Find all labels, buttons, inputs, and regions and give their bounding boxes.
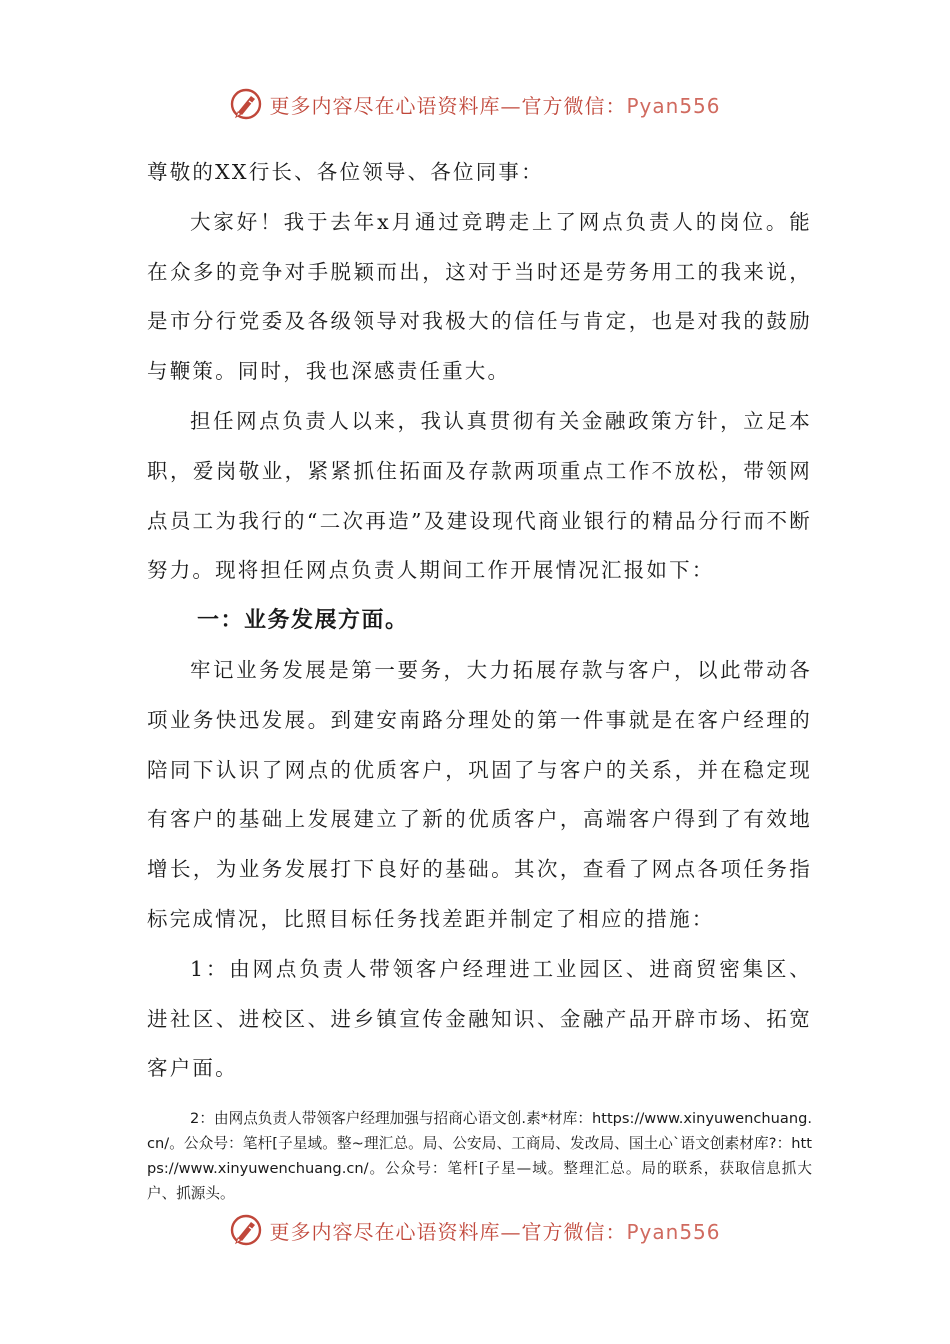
pen-logo-icon [229,1213,263,1247]
banner-slogan [269,90,720,119]
document-body [147,148,812,1094]
footer-banner [0,1210,950,1250]
wechat-id: Pyan556 [626,93,721,118]
header-banner [0,84,950,124]
paragraph-intro: 大家好！我于去年x月通过竞聘走上了网点负责人的岗位。能在众多的竞争对手脱颖而出，这对于当时还是劳务用工的我来说，是市分行党委及各级领导对我极大的信任与肯定，也是对我的鼓励与鞭策。同时，我也深感责任重大。 [147,209,812,384]
wechat-label: 官方微信： [521,93,627,118]
paragraph-measure-1: 1：由网点负责人带领客户经理进工业园区、进商贸密集区、进社区、进校区、进乡镇宣传金融知识、金融产品开辟市场、拓宽客户面。 [147,956,812,1081]
section-heading: 一：业务发展方面。 [197,608,409,634]
wechat-label: 官方微信： [521,1219,627,1244]
wechat-id: Pyan556 [626,1219,721,1244]
salutation: 尊敬的XX行长、各位领导、各位同事： [147,160,544,184]
paragraph-overview: 担任网点负责人以来，我认真贯彻有关金融政策方针，立足本职，爱岗敬业，紧紧抓住拓面及存款两项重点工作不放松，带领网点员工为我行的“二次再造”及建设现代商业银行的精品分行而不断努力。现将担任网点负责人期间工作开展情况汇报如下： [147,408,812,583]
banner-slogan-text: 更多内容尽在心语资料库— [269,1219,522,1244]
banner-slogan [269,1216,720,1245]
paragraph-business: 牢记业务发展是第一要务，大力拓展存款与客户，以此带动各项业务快迅发展。到建安南路分理处的第一件事就是在客户经理的陪同下认识了网点的优质客户，巩固了与客户的关系，并在稳定现有客户的基础上发展建立了新的优质客户，高端客户得到了有效地增长，为业务发展打下良好的基础。其次，查看了网点各项任务指标完成情况，比照目标任务找差距并制定了相应的措施： [147,657,812,931]
pen-logo-icon [229,87,263,121]
paragraph-measure-2: 2：由网点负责人带领客户经理加强与招商心语文创.素*材库：https://www.xinyuwenchuang.cn/。公众号：笔杆[子星域。整~理汇总。局、公安局、工商局、发改局、国土心`语文创素材库?：https://www.xinyuwenchuang.cn/。公众号：笔杆[子星—域。整理汇总。局的联系，获取信息抓大户、抓源头。 [147,1109,812,1202]
banner-slogan-text: 更多内容尽在心语资料库— [269,93,522,118]
